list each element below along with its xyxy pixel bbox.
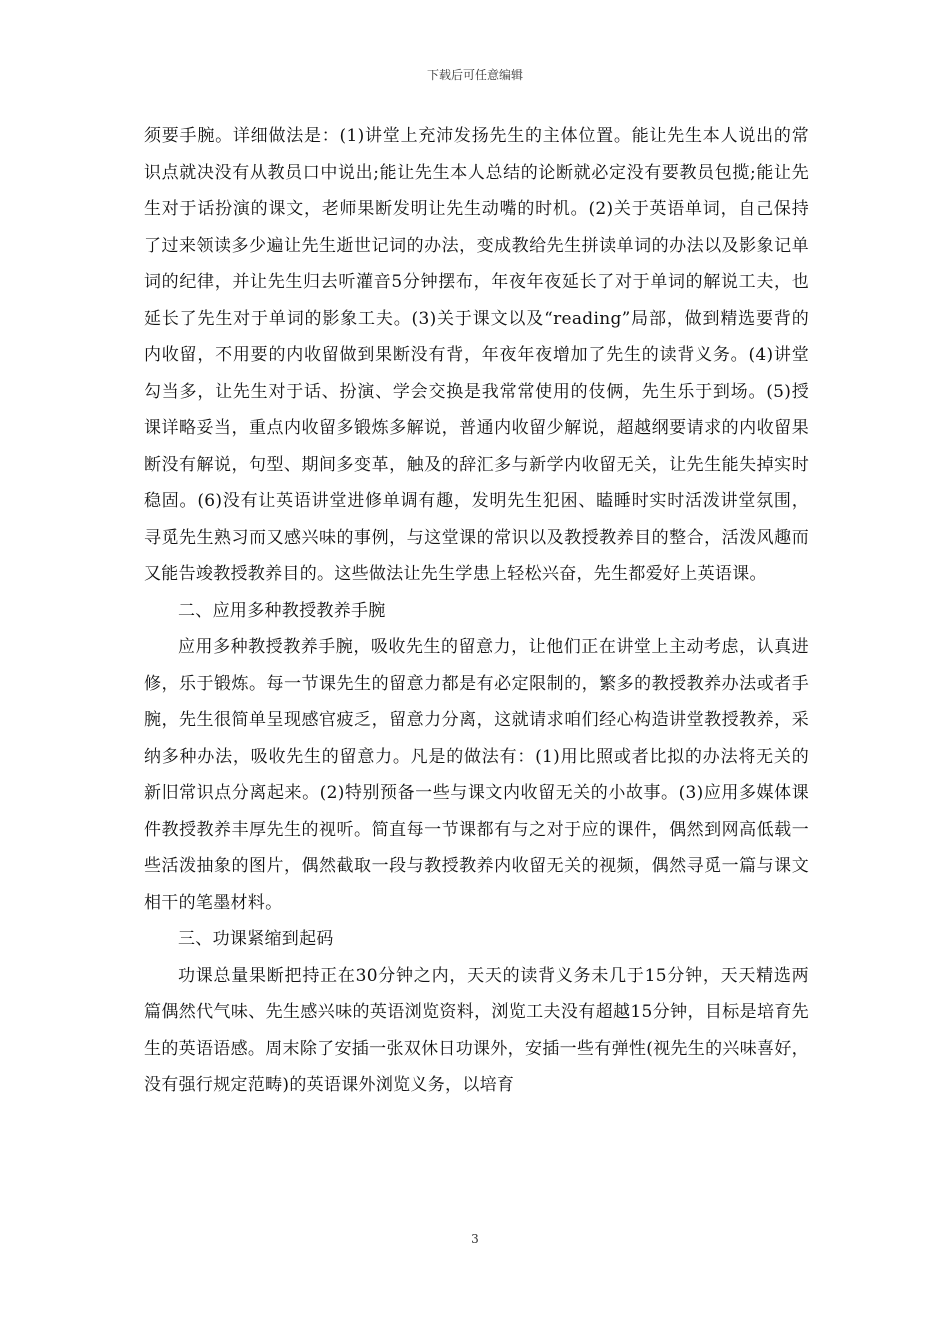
paragraph-continuation: 须要手腕。详细做法是：(1)讲堂上充沛发扬先生的主体位置。能让先生本人说出的常识点就决没有从教员口中说出;能让先生本人总结的论断就必定没有要教员包揽;能让先生对于话扮演的课文，老师果断发明让先生动嘴的时机。(2)关于英语单词，自己保持了过来领读多少遍让先生逝世记词的办法，变成教给先生拼读单词的办法以及影象记单词的纪律，并让先生归去听灌音5分钟摆布，年夜年夜延长了对于单词的解说工夫，也延长了先生对于单词的影象工夫。(3)关于课文以及“reading”局部，做到精选要背的内收留，不用要的内收留做到果断没有背，年夜年夜增加了先生的读背义务。(4)讲堂勾当多，让先生对于话、扮演、学会交换是我常常使用的伎俩，先生乐于到场。(5)授课详略妥当，重点内收留多锻炼多解说，普通内收留少解说，超越纲要请求的内收留果断没有解说，句型、期间多变革，触及的辞汇多与新学内收留无关，让先生能失掉实时稳固。(6)没有让英语讲堂进修单调有趣，发明先生犯困、瞌睡时实时活泼讲堂氛围，寻觅先生熟习而又感兴味的事例，与这堂课的常识以及教授教养目的整合，活泼风趣而又能告竣教授教养目的。这些做法让先生学患上轻松兴奋，先生都爱好上英语课。 <box>144 126 809 584</box>
paragraph: 应用多种教授教养手腕，吸收先生的留意力，让他们正在讲堂上主动考虑，认真进修，乐于锻炼。每一节课先生的留意力都是有必定限制的，繁多的教授教养办法或者手腕，先生很简单呈现感官疲乏，留意力分离，这就请求咱们经心构造讲堂教授教养，采纳多种办法，吸收先生的留意力。凡是的做法有：(1)用比照或者比拟的办法将无关的新旧常识点分离起来。(2)特别预备一些与课文内收留无关的小故事。(3)应用多媒体课件教授教养丰厚先生的视听。简直每一节课都有与之对于应的课件，偶然到网高低载一些活泼抽象的图片，偶然截取一段与教授教养内收留无关的视频，偶然寻觅一篇与课文相干的笔墨材料。 <box>144 637 809 913</box>
paragraph: 功课总量果断把持正在30分钟之内，天天的读背义务未几于15分钟，天天精选两篇偶然代气味、先生感兴味的英语浏览资料，浏览工夫没有超越15分钟，目标是培育先生的英语语感。周末除了安插一张双休日功课外，安插一些有弹性(视先生的兴味喜好，没有强行规定范畴)的英语课外浏览义务，以培育 <box>144 965 809 1095</box>
page-number: 3 <box>471 1232 479 1246</box>
page-header: 下载后可任意编辑 <box>426 68 523 82</box>
section-heading: 三、功课紧缩到起码 <box>178 929 334 949</box>
section-heading: 二、应用多种教授教养手腕 <box>178 600 386 621</box>
body-text <box>144 118 809 1104</box>
